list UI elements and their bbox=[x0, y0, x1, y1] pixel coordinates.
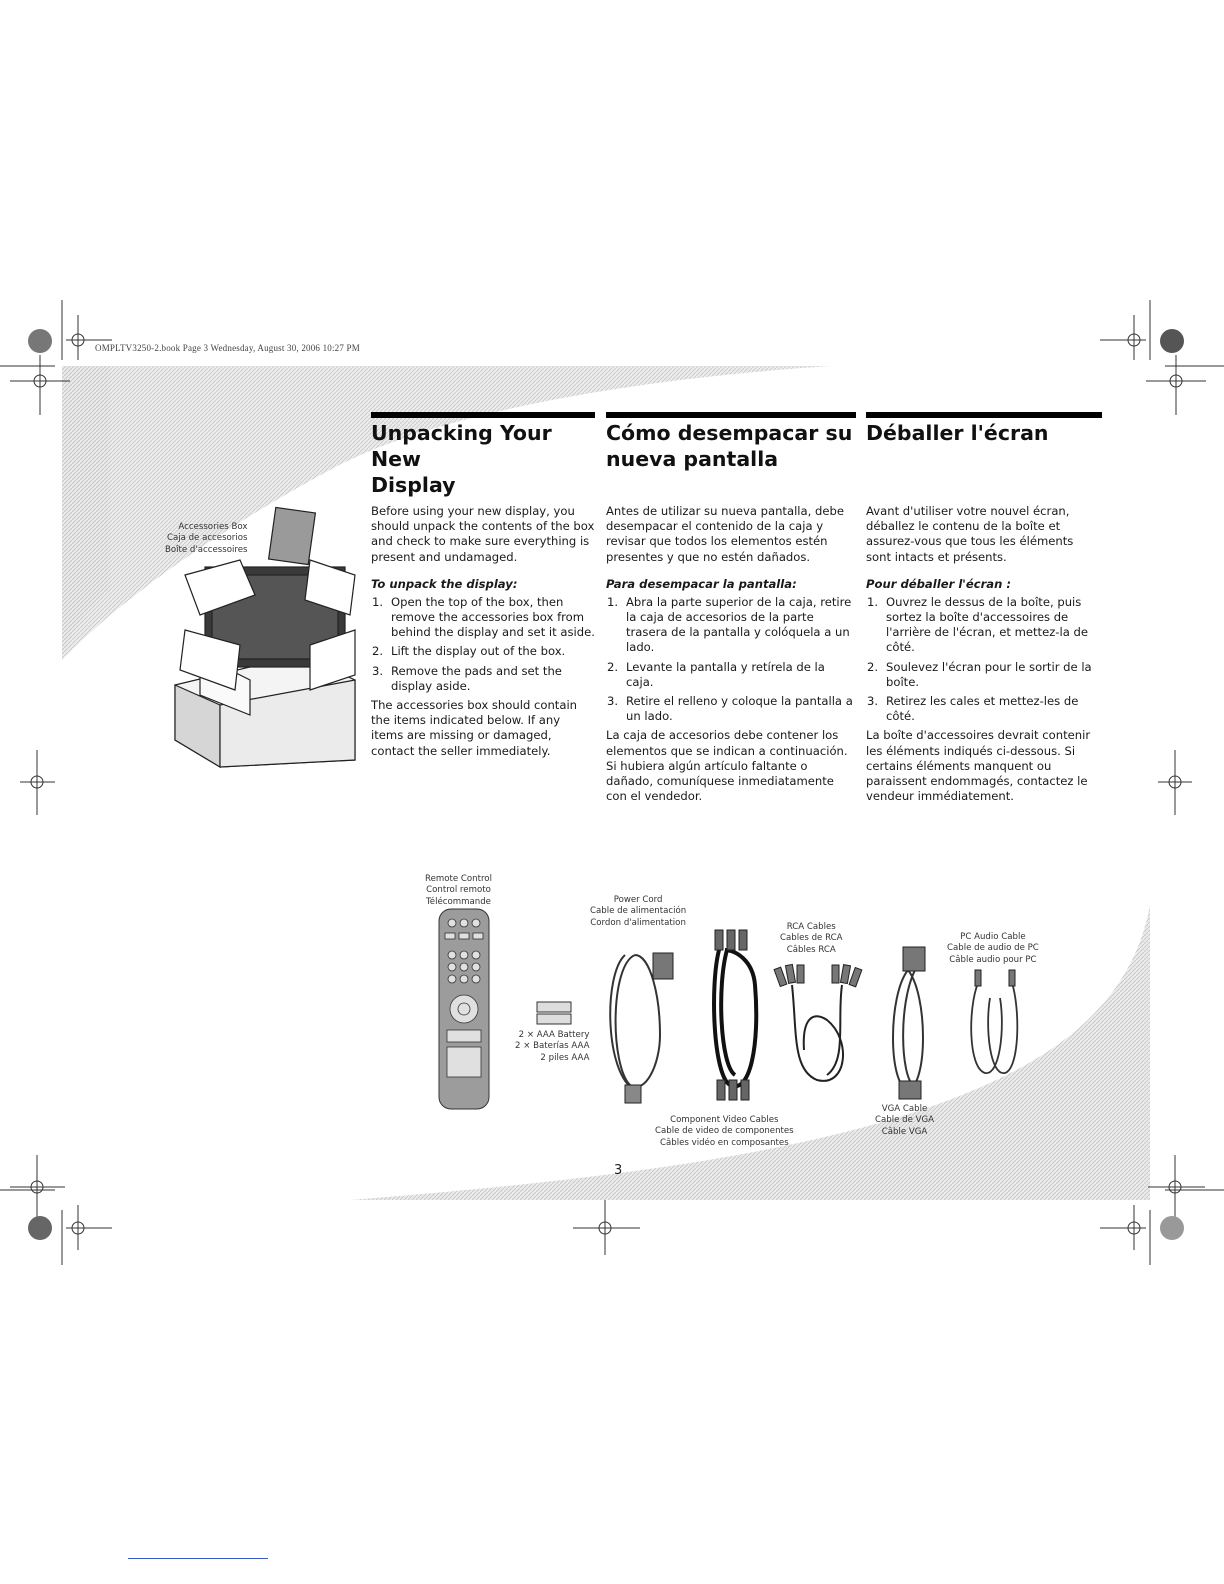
power-cord-caption bbox=[590, 895, 686, 929]
caption-line: Cordon d'alimentation bbox=[590, 917, 686, 928]
step-number: 3. bbox=[607, 694, 619, 709]
title-line: Déballer l'écran bbox=[866, 421, 1049, 445]
list-item bbox=[866, 694, 1102, 724]
caption-line: PC Audio Cable bbox=[960, 932, 1026, 942]
step-number: 1. bbox=[372, 594, 384, 609]
book-header-line: OMPLTV3250-2.book Page 3 Wednesday, August 30, 2006 10:27 PM bbox=[95, 343, 360, 353]
power-cord-illustration bbox=[605, 935, 685, 1115]
step-text: Remove the pads and set the display aside. bbox=[391, 663, 562, 693]
list-item bbox=[866, 660, 1102, 690]
step-text: Retire el relleno y coloque la pantalla a un lado. bbox=[626, 694, 853, 724]
column-title bbox=[606, 420, 856, 504]
column-french bbox=[866, 412, 1102, 804]
column-spanish bbox=[606, 412, 856, 804]
pc-audio-cable-illustration bbox=[960, 968, 1030, 1083]
list-item bbox=[866, 595, 1102, 656]
caption-line: Cables de RCA bbox=[780, 933, 843, 944]
column-title bbox=[371, 420, 595, 504]
caption-line: Remote Control bbox=[425, 874, 492, 884]
intro-paragraph: Antes de utilizar su nueva pantalla, debe desempacar el contenido de la caja y revisar que todos los elementos estén presentes y que no estén dañados. bbox=[606, 504, 844, 564]
pc-audio-caption bbox=[947, 932, 1039, 966]
title-line: Display bbox=[371, 473, 456, 497]
step-number: 1. bbox=[607, 594, 619, 609]
vga-caption bbox=[875, 1104, 934, 1138]
caption-line: Cable de alimentación bbox=[590, 906, 687, 917]
caption-line: Câble audio pour PC bbox=[949, 954, 1037, 965]
caption-line: Power Cord bbox=[613, 895, 663, 905]
battery-caption bbox=[515, 1030, 589, 1064]
intro-paragraph: Before using your new display, you should unpack the contents of the box and check to make sure everything is present and undamaged. bbox=[371, 504, 595, 564]
accessories-box-caption bbox=[165, 522, 247, 556]
caption-line: Câbles vidéo en composantes bbox=[660, 1137, 789, 1148]
heading-rule bbox=[606, 412, 856, 418]
list-item bbox=[371, 644, 595, 659]
caption-line: Cable de video de componentes bbox=[655, 1126, 794, 1137]
step-text: Ouvrez le dessus de la boîte, puis sortez la boîte d'accessoires de l'arrière de l'écran, et mettez-la de côté. bbox=[886, 594, 1088, 655]
list-item bbox=[371, 664, 595, 694]
step-number: 1. bbox=[867, 594, 879, 609]
caption-line: VGA Cable bbox=[881, 1104, 928, 1114]
step-text: Open the top of the box, then remove the accessories box from behind the display and set it aside. bbox=[391, 594, 595, 640]
heading-rule bbox=[866, 412, 1102, 418]
list-item bbox=[371, 595, 595, 641]
title-line: Cómo desempacar su bbox=[606, 421, 853, 445]
rca-cables-illustration bbox=[772, 960, 867, 1090]
steps-list bbox=[371, 595, 595, 694]
step-number: 2. bbox=[372, 644, 384, 659]
step-number: 3. bbox=[867, 694, 879, 709]
caption-line: Caja de accesorios bbox=[166, 533, 248, 544]
page-number: 3 bbox=[614, 1163, 623, 1178]
component-video-caption bbox=[655, 1115, 794, 1149]
caption-line: Câbles RCA bbox=[786, 944, 836, 955]
caption-line: Cable de VGA bbox=[875, 1115, 935, 1126]
rca-caption bbox=[780, 922, 843, 956]
caption-line: 2 × AAA Battery bbox=[518, 1030, 590, 1040]
caption-line: Boîte d'accessoires bbox=[165, 544, 248, 555]
intro-paragraph: Avant d'utiliser votre nouvel écran, déballez le contenu de la boîte et assurez-vous que tous les éléments sont intacts et présents. bbox=[866, 504, 1074, 564]
list-item bbox=[606, 660, 856, 690]
step-number: 2. bbox=[867, 659, 879, 674]
heading-rule bbox=[371, 412, 595, 418]
caption-line: 2 piles AAA bbox=[540, 1052, 590, 1063]
column-english bbox=[371, 412, 595, 759]
list-item bbox=[606, 595, 856, 656]
caption-line: Control remoto bbox=[426, 885, 491, 896]
subheading: To unpack the display: bbox=[371, 576, 518, 591]
column-title bbox=[866, 420, 1102, 504]
caption-line: Câble VGA bbox=[881, 1126, 928, 1137]
step-number: 3. bbox=[372, 663, 384, 678]
step-text: Retirez les cales et mettez-les de côté. bbox=[886, 694, 1079, 724]
remote-caption bbox=[425, 874, 492, 908]
caption-line: 2 × Baterías AAA bbox=[515, 1041, 590, 1052]
list-item bbox=[606, 694, 856, 724]
caption-line: Télécommande bbox=[426, 896, 491, 907]
caption-line: RCA Cables bbox=[786, 922, 836, 932]
footer-link-line bbox=[128, 1558, 268, 1559]
outro-paragraph: La boîte d'accessoires devrait contenir les éléments indiqués ci-dessous. Si certains éléments manquent ou paraissent endommagés, contactez le vendeur immédiatement. bbox=[866, 728, 1091, 804]
title-line: Unpacking Your New bbox=[371, 421, 552, 471]
component-video-cables-illustration bbox=[705, 925, 775, 1110]
steps-list bbox=[606, 595, 856, 725]
remote-control-illustration bbox=[425, 905, 500, 1115]
step-text: Lift the display out of the box. bbox=[391, 644, 566, 659]
caption-line: Cable de audio de PC bbox=[947, 943, 1039, 954]
subheading: Pour déballer l'écran : bbox=[866, 576, 1012, 591]
caption-line: Accessories Box bbox=[178, 522, 248, 532]
title-line: nueva pantalla bbox=[606, 447, 779, 471]
battery-illustration bbox=[535, 1000, 575, 1028]
vga-cable-illustration bbox=[883, 945, 938, 1105]
step-text: Abra la parte superior de la caja, retire la caja de accesorios de la parte trasera de la pantalla y colóquela a un lado. bbox=[626, 594, 852, 655]
step-text: Levante la pantalla y retírela de la caja. bbox=[626, 659, 825, 689]
step-text: Soulevez l'écran pour le sortir de la boîte. bbox=[886, 659, 1092, 689]
outro-paragraph: La caja de accesorios debe contener los elementos que se indican a continuación. Si hubiera algún artículo faltante o dañado, comuníquese inmediatamente con el vendedor. bbox=[606, 728, 848, 804]
outro-paragraph: The accessories box should contain the items indicated below. If any items are missing or damaged, contact the seller immediately. bbox=[371, 698, 578, 758]
steps-list bbox=[866, 595, 1102, 725]
subheading: Para desempacar la pantalla: bbox=[606, 576, 797, 591]
caption-line: Component Video Cables bbox=[670, 1115, 779, 1125]
step-number: 2. bbox=[607, 659, 619, 674]
